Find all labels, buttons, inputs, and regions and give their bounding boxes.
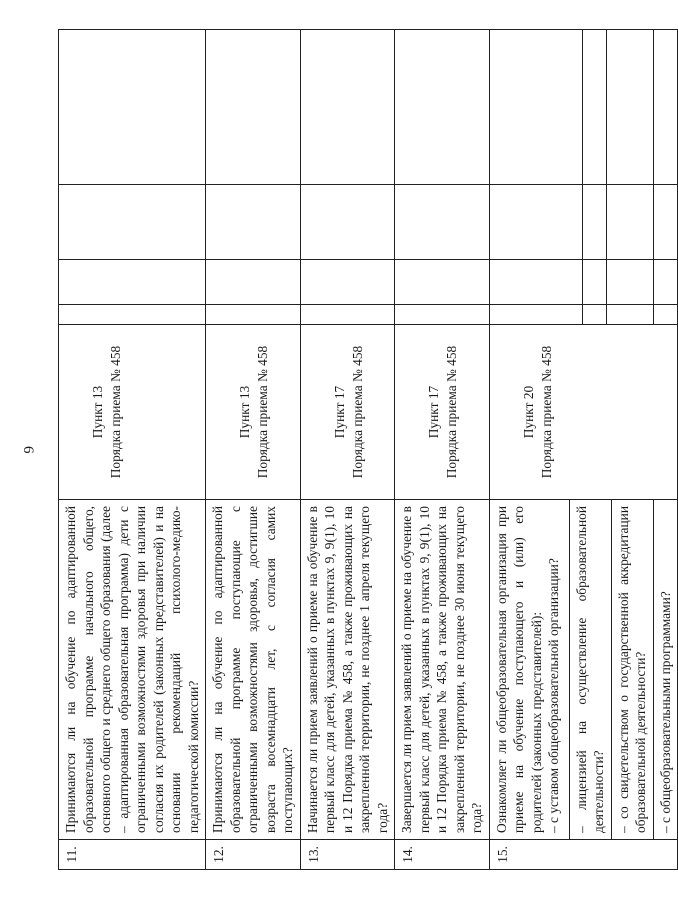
row-number: 15. [489,840,678,870]
row-number: 12. [206,840,301,870]
reference-point: Пункт 17 [426,385,441,439]
table-row [489,30,678,870]
checklist-sheet [58,30,673,870]
reference-point: Пункт 17 [331,385,347,439]
answer-cell [300,260,395,305]
reference-document: Порядка приема № 458 [349,345,365,479]
answer-subgrid [490,260,678,304]
table-row [59,30,206,870]
note-cell [300,30,395,185]
note-cell [59,30,206,185]
answer-cell [59,185,206,260]
reference-cell [59,325,206,500]
row-number: 11. [59,840,206,870]
question-text [490,500,569,839]
reference-document: Порядка приема № 458 [108,345,123,479]
table-row [395,30,490,870]
row-number: 13. [300,840,395,870]
answer-cell [395,185,490,260]
answer-cell [489,260,678,305]
question-intro: Ознакомляет ли общеобразовательная организация при приеме на обучение поступающего и (или) его родителей (законных представителей): [493,506,544,833]
row-number: 14. [395,840,490,870]
note-cell [489,30,678,185]
checklist-table [58,29,678,870]
answer-cell [300,305,395,325]
answer-cell [489,305,678,325]
question-text: Принимаются ли на обучение по адаптированной образовательной программе поступающие с ограниченными возможностями здоровья, достигшие возраста восемнадцати лет, с согласия самих поступающих? [206,500,301,840]
reference-document: Порядка приема № 458 [538,345,554,479]
answer-subgrid [490,185,678,259]
sub-item-charter: – с уставом общеобразовательной организации? [546,558,561,833]
table-row [300,30,395,870]
sub-item-accreditation: – со свидетельством о государственной аккредитации образовательной деятельности? [611,500,653,839]
answer-cell [395,260,490,305]
answer-cell [489,185,678,260]
reference-cell [300,325,395,500]
sub-item-programs: – с общеобразовательными программами? [653,500,678,839]
answer-subgrid [490,305,678,324]
page-number: 6 [20,446,36,454]
sub-item-license: – лицензией на осуществление образовательной деятельности? [569,500,611,839]
reference-cell [489,325,678,500]
reference-cell [395,325,490,500]
note-cell [206,30,301,185]
question-text: Принимаются ли на обучение по адаптированной образовательной программе начального общего, основного общего и среднего общего образования (далее – адаптированная образовательная программа) дети с ограниченными возможностями здоровья при наличии согласия их родителей (законных представителей) и на основании рекомендаций психолого-медико-педагогической комиссии? [59,500,206,840]
note-subgrid [490,30,678,184]
answer-cell [395,305,490,325]
reference-document: Порядка приема № 458 [444,345,459,479]
reference-point: Пункт 13 [90,385,105,439]
question-text: Начинается ли прием заявлений о приеме на обучение в первый класс для детей, указанных в пунктах 9, 9(1), 10 и 12 Порядка приема № 458, а также проживающих на закрепленной территории, не позднее 1 апреля текущего года? [300,500,395,840]
answer-cell [59,260,206,305]
reference-document: Порядка приема № 458 [255,345,270,479]
answer-cell [300,185,395,260]
answer-cell [59,305,206,325]
answer-cell [206,185,301,260]
question-text: Завершается ли прием заявлений о приеме на обучение в первый класс для детей, указанных в пунктах 9, 9(1), 10 и 12 Порядка приема № 458, а также проживающих на закрепленной территории, не позднее 30 июня текущего года? [395,500,490,840]
reference-point: Пункт 20 [520,385,536,439]
reference-point: Пункт 13 [237,385,252,439]
reference-cell [206,325,301,500]
answer-cell [206,260,301,305]
answer-cell [206,305,301,325]
note-cell [395,30,490,185]
question-cell [489,500,678,840]
table-row [206,30,301,870]
